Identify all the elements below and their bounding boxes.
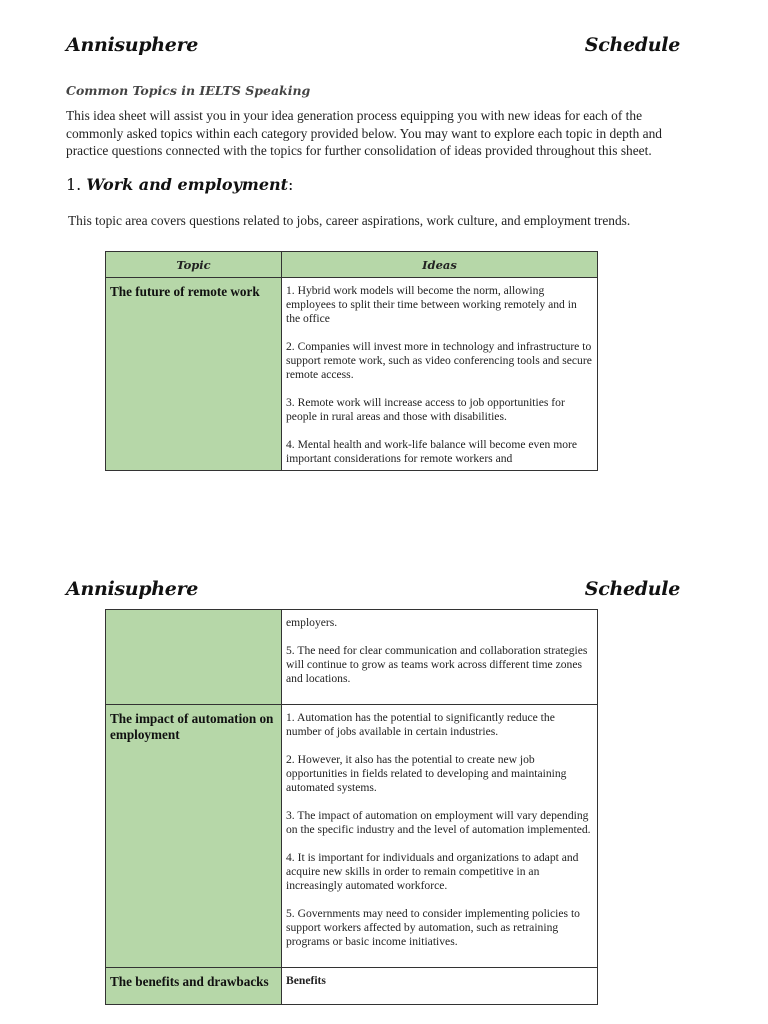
idea-item: employers. [286,616,338,629]
idea-item: 2. Companies will invest more in technology and infrastructure to support remote work, such as video conferencing tools and secure remote access. [286,340,592,381]
idea-item: 3. Remote work will increase access to job opportunities for people in rural areas and those with disabilities. [286,396,565,423]
section-title: Work and employment [86,175,289,194]
idea-item: Benefits [286,974,326,987]
topic-cell: The future of remote work [106,278,282,471]
section-number: 1. [66,175,82,194]
table-row [106,278,598,471]
idea-item: 2. However, it also has the potential to create new job opportunities in fields related to developing and maintaining automated systems. [286,753,567,794]
document-subtitle: Common Topics in IELTS Speaking [66,83,311,98]
intro-paragraph: This idea sheet will assist you in your idea generation process equipping you with new ideas for each of the commonly asked topics within each category provided below. You may want to explore each topic in depth and practice questions connected with the topics for further consolidation of ideas provided throughout this sheet. [66,108,662,158]
section-title-suffix: : [288,175,294,194]
idea-item: 1. Hybrid work models will become the norm, allowing employees to split their time between working remotely and in the office [286,284,577,325]
table-row [106,610,598,705]
table-row [106,968,598,1005]
table-header-row [106,252,598,278]
idea-item: 5. The need for clear communication and collaboration strategies will continue to grow as teams work across different time zones and locations. [286,644,588,685]
topic-cell: The benefits and drawbacks [106,968,282,1005]
schedule-label: Schedule [584,578,680,600]
section-description: This topic area covers questions related to jobs, career aspirations, work culture, and employment trends. [68,213,631,228]
ideas-table-page-1 [105,251,598,471]
ideas-cell [282,610,598,705]
table-row [106,705,598,968]
page-header [66,34,680,56]
brand-logo: Annisuphere [66,578,199,600]
section-heading [66,175,293,194]
brand-logo: Annisuphere [66,34,199,56]
idea-item: 4. Mental health and work-life balance will become even more important considerations for remote workers and [286,438,578,465]
idea-item: 1. Automation has the potential to significantly reduce the number of jobs available in certain industries. [286,711,555,738]
idea-item: 5. Governments may need to consider implementing policies to support workers affected by automation, such as retraining programs or basic income initiatives. [286,907,580,948]
column-header-ideas: Ideas [282,252,598,278]
schedule-label: Schedule [584,34,680,56]
page-header [66,578,680,600]
column-header-topic: Topic [106,252,282,278]
ideas-cell [282,705,598,968]
ideas-cell [282,968,598,1005]
idea-item: 3. The impact of automation on employment will vary depending on the specific industry and the level of automation implemented. [286,809,591,836]
topic-cell [106,610,282,705]
ideas-cell [282,278,598,471]
idea-item: 4. It is important for individuals and organizations to adapt and acquire new skills in order to remain competitive in an increasingly automated workforce. [286,851,579,892]
ideas-table-page-2 [105,609,598,1005]
topic-cell: The impact of automation on employment [106,705,282,968]
